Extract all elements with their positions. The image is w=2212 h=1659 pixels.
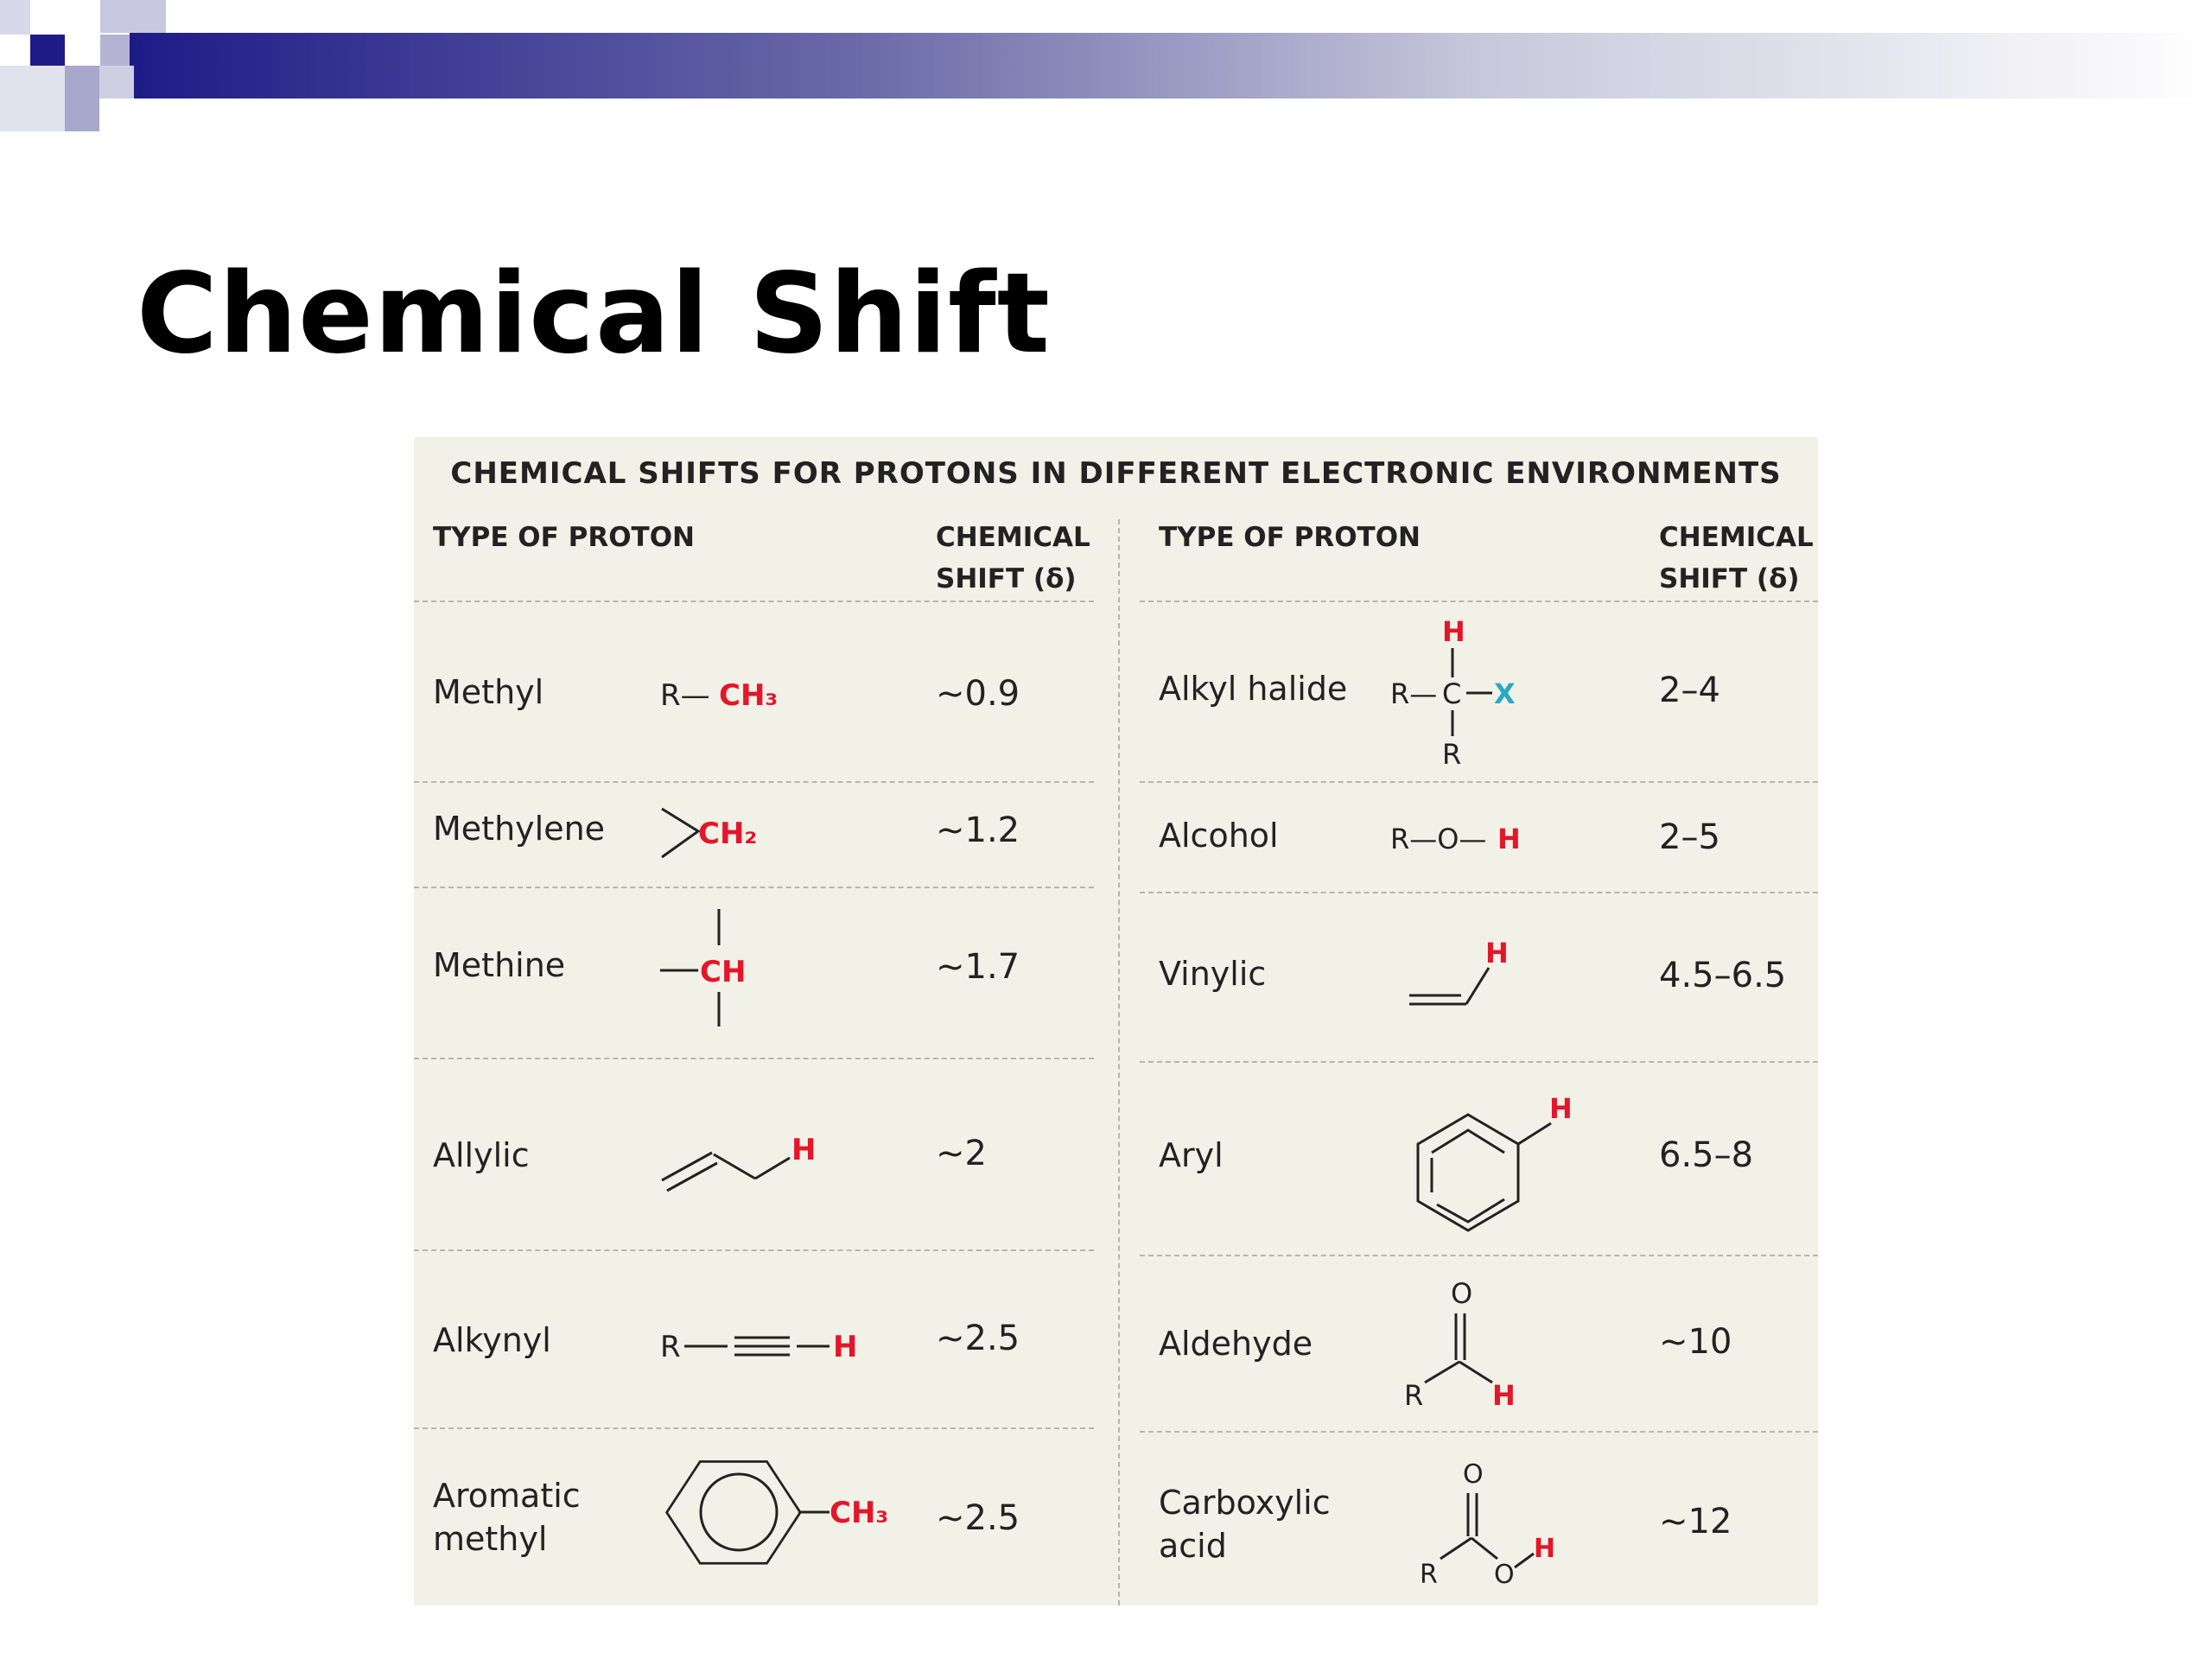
- header-square-light: [0, 66, 65, 131]
- header-type-right: TYPE OF PROTON: [1159, 522, 1421, 553]
- vinylic-structure: [1408, 930, 1580, 1025]
- methine-structure: [660, 904, 816, 1033]
- header-shift-left: [936, 517, 1090, 600]
- row-divider: [414, 1427, 1094, 1429]
- shift-alcohol: 2–5: [1659, 817, 1720, 857]
- carboxylic-acid-structure: [1364, 1457, 1572, 1604]
- label-h: H: [833, 1330, 858, 1364]
- row-divider: [1140, 781, 1818, 783]
- label-r: R: [660, 1330, 681, 1364]
- row-divider: [414, 887, 1094, 888]
- aryl-structure: [1382, 1090, 1572, 1246]
- row-divider: [414, 1249, 1094, 1251]
- chemical-shift-table: [414, 437, 1818, 1605]
- header-square-light: [100, 35, 130, 66]
- label-o: O: [1463, 1459, 1484, 1490]
- methylene-structure: [660, 800, 816, 878]
- label-o: O: [1451, 1277, 1473, 1310]
- row-divider: [1140, 892, 1818, 893]
- label-c: C: [1442, 677, 1462, 710]
- methyl-structure: [660, 671, 816, 722]
- header-gradient-bar: [130, 33, 2212, 99]
- shift-allylic: ~2: [936, 1134, 987, 1173]
- label-h: H: [1534, 1534, 1556, 1564]
- shift-aryl: 6.5–8: [1659, 1135, 1754, 1175]
- label-h: H: [1549, 1092, 1573, 1125]
- row-divider: [1140, 1061, 1818, 1063]
- proton-type-aromatic-methyl: [433, 1474, 581, 1560]
- label-h: H: [1442, 615, 1465, 648]
- proton-type-carboxylic-acid: [1159, 1481, 1331, 1567]
- shift-aldehyde: ~10: [1659, 1322, 1732, 1362]
- label-h: H: [791, 1133, 817, 1167]
- allylic-structure: [660, 1120, 833, 1215]
- header-shift-line2: SHIFT (δ): [1659, 563, 1800, 594]
- shift-alkynyl: ~2.5: [936, 1319, 1020, 1358]
- header-type-left: TYPE OF PROTON: [433, 522, 695, 553]
- header-shift-line2: SHIFT (δ): [936, 563, 1077, 594]
- proton-type-alcohol: Alcohol: [1159, 817, 1279, 855]
- header-shift-line1: CHEMICAL: [936, 522, 1090, 553]
- shift-aromatic-methyl: ~2.5: [936, 1498, 1020, 1538]
- name-line2: methyl: [433, 1520, 548, 1558]
- alkynyl-structure: [660, 1319, 885, 1370]
- label-ch2: CH₂: [698, 817, 758, 851]
- page-title: Chemical Shift: [137, 250, 1051, 378]
- header-square-dark: [30, 35, 65, 66]
- header-square-light: [0, 0, 30, 35]
- name-line2: acid: [1159, 1527, 1227, 1565]
- aldehyde-structure: [1364, 1275, 1554, 1431]
- proton-type-methine: Methine: [433, 946, 566, 984]
- header-shift-line1: CHEMICAL: [1659, 522, 1814, 553]
- proton-type-vinylic: Vinylic: [1159, 955, 1267, 993]
- label-h: H: [1497, 823, 1521, 855]
- row-divider: [414, 1058, 1094, 1059]
- shift-vinylic: 4.5–6.5: [1659, 956, 1787, 995]
- header-square-light: [100, 0, 166, 33]
- row-divider: [414, 601, 1094, 602]
- proton-type-aldehyde: Aldehyde: [1159, 1325, 1313, 1363]
- proton-type-alkynyl: Alkynyl: [433, 1321, 551, 1359]
- label-o: O: [1494, 1560, 1515, 1590]
- label-ch: CH: [700, 955, 747, 989]
- shift-carboxylic-acid: ~12: [1659, 1502, 1732, 1541]
- proton-type-aryl: Aryl: [1159, 1136, 1224, 1174]
- label-r: R: [1404, 1379, 1424, 1412]
- header-shift-right: [1659, 517, 1814, 600]
- label-r: R—: [1390, 677, 1438, 710]
- header-decoration: [0, 0, 2212, 138]
- row-divider: [1140, 1431, 1818, 1433]
- label-r: R—: [660, 678, 710, 713]
- label-h: H: [1492, 1379, 1516, 1412]
- shift-methine: ~1.7: [936, 947, 1020, 987]
- name-line1: Aromatic: [433, 1477, 581, 1515]
- shift-methyl: ~0.9: [936, 674, 1020, 714]
- label-ro: R—O—: [1390, 823, 1487, 855]
- alcohol-structure: [1390, 814, 1580, 866]
- shift-methylene: ~1.2: [936, 810, 1020, 850]
- proton-type-methyl: Methyl: [433, 673, 544, 711]
- label-ch3: CH₃: [830, 1496, 889, 1530]
- label-ch3: CH₃: [719, 678, 779, 713]
- proton-type-allylic: Allylic: [433, 1136, 530, 1174]
- label-h: H: [1485, 937, 1509, 969]
- label-r: R: [1420, 1560, 1438, 1590]
- row-divider: [414, 781, 1094, 783]
- header-square-mid: [65, 66, 99, 131]
- header-square-mid: [99, 66, 134, 99]
- row-divider: [1140, 601, 1818, 602]
- table-title: CHEMICAL SHIFTS FOR PROTONS IN DIFFERENT ELECTRONIC ENVIRONMENTS: [450, 456, 1782, 491]
- aromatic-methyl-structure: [660, 1457, 889, 1586]
- label-r: R: [1442, 738, 1462, 771]
- shift-alkyl-halide: 2–4: [1659, 671, 1720, 710]
- alkyl-halide-structure: [1390, 610, 1563, 771]
- row-divider: [1140, 1255, 1818, 1256]
- label-x: X: [1494, 677, 1516, 710]
- name-line1: Carboxylic: [1159, 1484, 1331, 1522]
- proton-type-alkyl-halide: Alkyl halide: [1159, 670, 1348, 708]
- column-divider: [1118, 519, 1120, 1605]
- proton-type-methylene: Methylene: [433, 810, 606, 848]
